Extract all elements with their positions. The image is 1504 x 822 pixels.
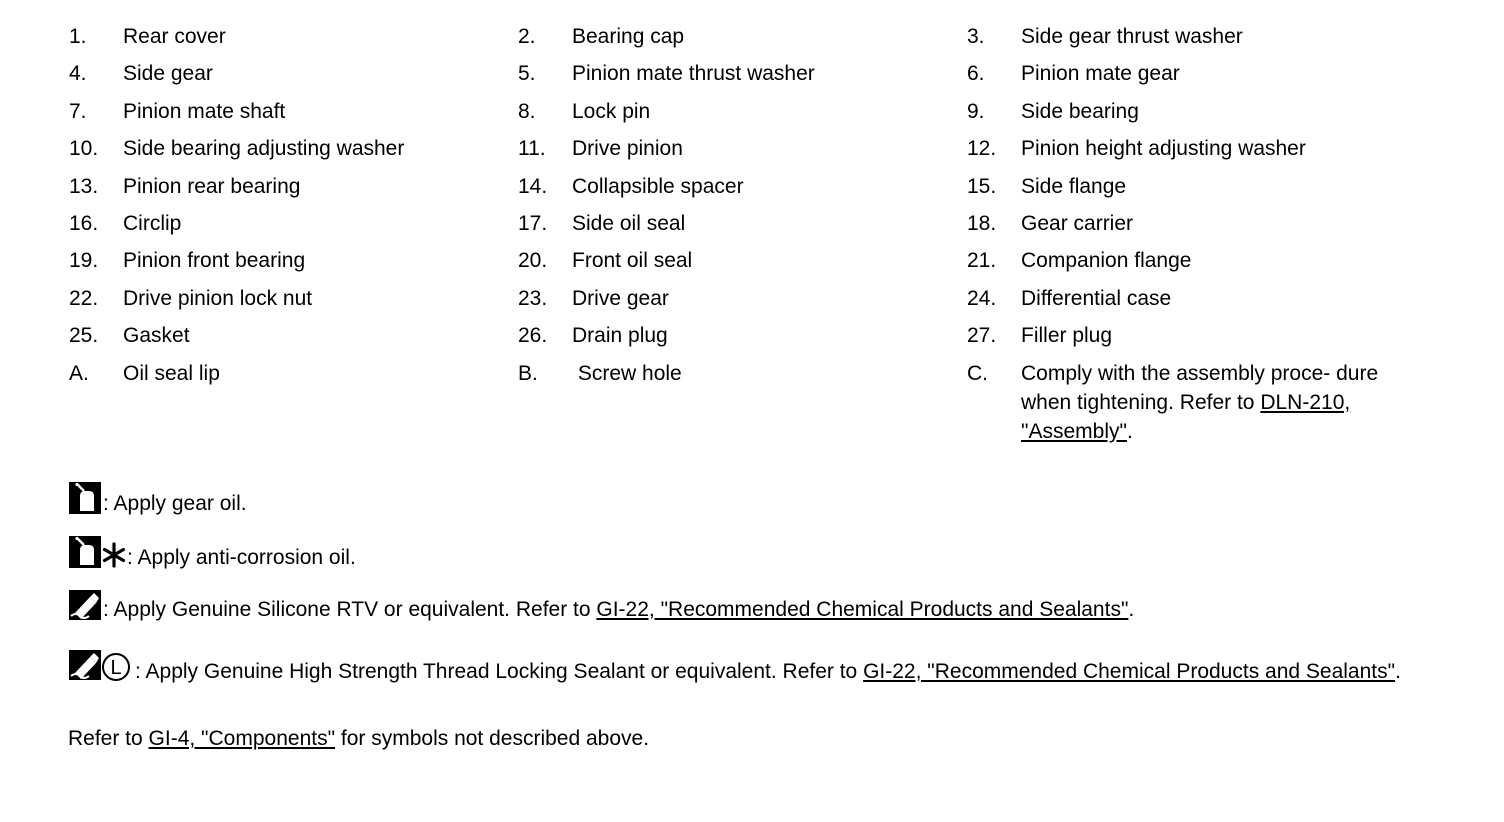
legend-components-suffix: for symbols not described above.: [335, 727, 650, 750]
part-item: [69, 246, 509, 283]
part-item: [518, 172, 958, 209]
part-label: Front oil seal: [572, 249, 693, 273]
part-number: 19.: [69, 249, 99, 273]
oil-can-icon: [68, 481, 102, 515]
part-item: [967, 321, 1407, 358]
legend-thread-lock-end: .: [1395, 660, 1401, 683]
legend-gear-oil-text: : Apply gear oil.: [103, 492, 247, 515]
part-number: 20.: [518, 249, 548, 273]
part-number: 6.: [967, 62, 985, 86]
part-item: [967, 246, 1407, 283]
part-number: A.: [69, 361, 89, 385]
note-c-text: Comply with the assembly proce- dure when tightening. Refer to: [1021, 361, 1379, 414]
sealant-tube-locking-icon: [68, 647, 134, 683]
part-number: 2.: [518, 25, 536, 48]
part-item: [967, 284, 1407, 321]
part-item: [518, 22, 958, 59]
part-label: Pinion height adjusting washer: [1021, 137, 1306, 161]
part-item: [69, 134, 509, 171]
part-item: [69, 22, 509, 59]
part-label: Side gear thrust washer: [1021, 25, 1243, 48]
part-item: [967, 209, 1407, 246]
part-label: Companion flange: [1021, 249, 1192, 273]
legend-silicone: [68, 589, 1468, 624]
components-reference-link[interactable]: GI-4, "Components": [148, 727, 336, 750]
part-item: [967, 22, 1407, 59]
part-item: [967, 59, 1407, 96]
part-number: 11.: [518, 137, 546, 161]
part-number: 1.: [69, 25, 87, 48]
parts-column-3: [967, 22, 1407, 446]
part-number: 23.: [518, 286, 548, 310]
part-number: 10.: [69, 137, 99, 161]
assembly-reference-link[interactable]: DLN-210, "Assembly": [1021, 390, 1351, 443]
part-number: 4.: [69, 62, 87, 86]
part-label: Pinion front bearing: [123, 249, 306, 273]
part-label: Pinion mate gear: [1021, 62, 1180, 86]
part-label: Oil seal lip: [123, 361, 220, 385]
part-number: 25.: [69, 324, 99, 348]
part-label: Differential case: [1021, 286, 1172, 310]
part-item: [967, 97, 1407, 134]
part-item: [518, 97, 958, 134]
part-label: Drive pinion: [572, 137, 683, 161]
part-number: 14.: [518, 174, 548, 198]
part-label: Side gear: [123, 62, 213, 86]
sealant-tube-icon: [68, 589, 102, 621]
part-item: [518, 134, 958, 171]
part-label: Gasket: [123, 324, 190, 348]
part-item: [69, 321, 509, 358]
legend-components: [68, 724, 1468, 753]
part-label: Pinion mate thrust washer: [572, 62, 815, 86]
part-label: Pinion rear bearing: [123, 174, 301, 198]
legend-silicone-end: .: [1128, 598, 1135, 621]
part-number: 27.: [967, 324, 997, 348]
part-label: Circlip: [123, 211, 182, 235]
parts-column-2: [518, 22, 958, 396]
part-item: [69, 172, 509, 209]
part-number: 9.: [967, 99, 985, 123]
part-item: [518, 209, 958, 246]
legend-components-prefix: Refer to: [68, 727, 149, 750]
note-c-item: [967, 359, 1407, 446]
part-item: [518, 321, 958, 358]
part-item: [518, 359, 958, 396]
part-label: Rear cover: [123, 25, 226, 48]
part-label: Side flange: [1021, 174, 1127, 198]
part-number: 18.: [967, 211, 997, 235]
legend-thread-lock-text: : Apply Genuine High Strength Thread Locking Sealant or equivalent. Refer to: [135, 660, 864, 683]
part-label: Side bearing: [1021, 99, 1139, 123]
part-label: Side bearing adjusting washer: [123, 137, 405, 161]
part-label: Drive gear: [572, 286, 669, 310]
part-label: Gear carrier: [1021, 211, 1134, 235]
silicone-reference-link[interactable]: GI-22, "Recommended Chemical Products and Sealants": [596, 598, 1129, 621]
part-item: [967, 134, 1407, 171]
part-item: [518, 284, 958, 321]
note-c-number: C.: [967, 361, 988, 385]
part-number: 8.: [518, 99, 536, 123]
legend-gear-oil: [68, 481, 1468, 518]
part-label: Screw hole: [572, 361, 682, 385]
part-number: 26.: [518, 324, 548, 348]
part-number: 13.: [69, 174, 99, 198]
part-number: 5.: [518, 62, 536, 86]
thread-lock-reference-link[interactable]: GI-22, "Recommended Chemical Products and Sealants": [863, 660, 1396, 683]
part-number: 21.: [967, 249, 997, 273]
legend-anti-corrosion-text: : Apply anti-corrosion oil.: [127, 546, 356, 569]
part-label: Filler plug: [1021, 324, 1113, 348]
part-number: 24.: [967, 286, 997, 310]
oil-can-asterisk-icon: [68, 535, 126, 569]
note-c-end: .: [1126, 419, 1133, 443]
part-item: [69, 284, 509, 321]
part-number: 22.: [69, 286, 99, 310]
locking-letter: L: [110, 657, 122, 679]
part-label: Lock pin: [572, 99, 651, 123]
part-item: [518, 246, 958, 283]
legend-thread-lock: [68, 647, 1468, 686]
parts-column-1: [69, 22, 509, 396]
part-item: [967, 172, 1407, 209]
part-label: Pinion mate shaft: [123, 99, 286, 123]
part-number: B.: [518, 361, 538, 385]
part-item: [69, 359, 509, 396]
note-c-text-block: [1021, 359, 1406, 446]
part-item: [69, 209, 509, 246]
part-number: 17.: [518, 211, 548, 235]
part-label: Drain plug: [572, 324, 668, 348]
part-number: 3.: [967, 25, 985, 48]
part-label: Bearing cap: [572, 25, 685, 48]
part-item: [518, 59, 958, 96]
legend-silicone-text: : Apply Genuine Silicone RTV or equivalent. Refer to: [103, 598, 597, 621]
part-number: 16.: [69, 211, 99, 235]
part-number: 7.: [69, 99, 87, 123]
part-number: 12.: [967, 137, 997, 161]
legend-anti-corrosion: [68, 535, 1468, 572]
part-label: Drive pinion lock nut: [123, 286, 313, 310]
part-label: Collapsible spacer: [572, 174, 744, 198]
part-number: 15.: [967, 174, 997, 198]
part-item: [69, 97, 509, 134]
part-label: Side oil seal: [572, 211, 686, 235]
part-item: [69, 59, 509, 96]
